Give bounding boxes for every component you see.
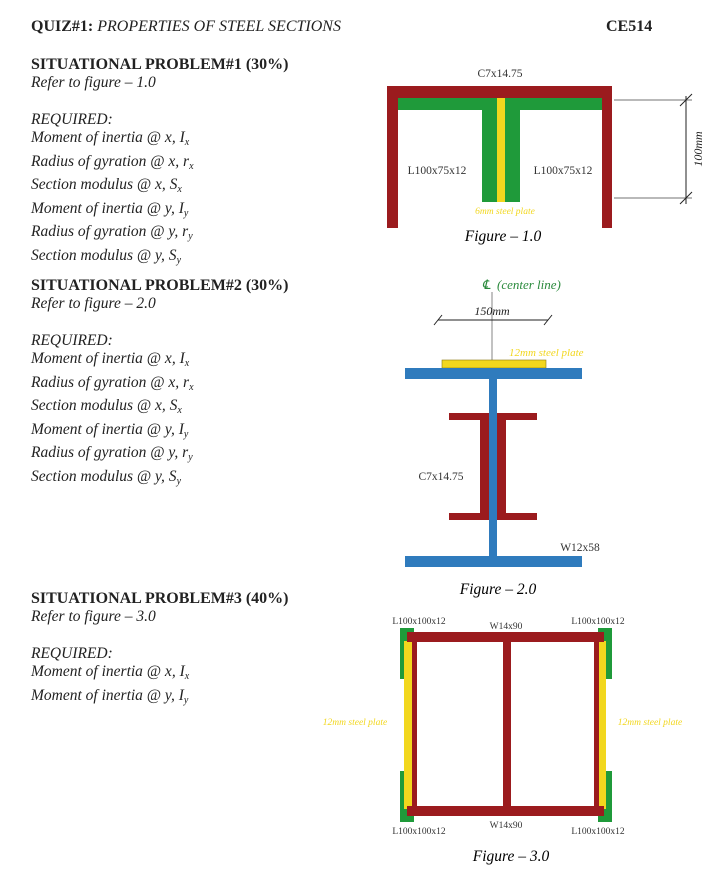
figure-2-channel-label: C7x14.75 bbox=[418, 471, 464, 483]
problem-3-title: SITUATIONAL PROBLEM#3 (40%) bbox=[31, 590, 289, 607]
required-item: Section modulus @ y, $S_y$ bbox=[31, 246, 182, 266]
problem-1-refer: Refer to figure – 1.0 bbox=[31, 74, 156, 91]
problem-3-required-label: REQUIRED: bbox=[31, 645, 113, 662]
required-item: Moment of inertia @ y, $I_y$ bbox=[31, 686, 189, 706]
figure-2-channel-right-web bbox=[497, 413, 506, 520]
problem-1-title: SITUATIONAL PROBLEM#1 (30%) bbox=[31, 56, 289, 73]
required-item: Moment of inertia @ x, $I_x$ bbox=[31, 129, 190, 148]
figure-3-beam-top-label: W14x90 bbox=[489, 622, 523, 632]
figure-2-caption: Figure – 2.0 bbox=[459, 581, 537, 598]
figure-2-channel-left-top-flange bbox=[449, 413, 489, 420]
problem-2-refer: Refer to figure – 2.0 bbox=[31, 295, 156, 312]
figure-2-channel-left-web bbox=[480, 413, 489, 520]
required-item: Radius of gyration @ x, $r_x$ bbox=[31, 152, 194, 172]
problem-2-title: SITUATIONAL PROBLEM#2 (30%) bbox=[31, 277, 289, 294]
figure-3-plate-left-label: 12mm steel plate bbox=[322, 718, 388, 728]
figure-3-plate-right-label: 12mm steel plate bbox=[617, 718, 683, 728]
course-code: CE514 bbox=[606, 18, 653, 35]
figure-1-angle-right-vertical bbox=[505, 110, 520, 202]
figure-2-plate-label: 12mm steel plate bbox=[509, 347, 584, 359]
figure-3-beam-top bbox=[407, 632, 604, 642]
figure-2-dimension-label: 150mm bbox=[474, 304, 510, 318]
required-item: Radius of gyration @ y, $r_y$ bbox=[31, 444, 193, 464]
figure-3-plate-left bbox=[404, 641, 412, 809]
problem-2-required-label: REQUIRED: bbox=[31, 332, 113, 349]
figure-1-dimension-label: 100mm bbox=[691, 131, 705, 167]
figure-2-wide-flange-bottom bbox=[405, 556, 582, 567]
required-item: Moment of inertia @ x, $I_x$ bbox=[31, 663, 190, 682]
figure-3-plate-right bbox=[598, 641, 606, 809]
figure-1-angle-left-vertical bbox=[482, 110, 497, 202]
quiz-label: QUIZ#1: bbox=[31, 18, 94, 35]
figure-3 bbox=[323, 617, 682, 865]
figure-3-angle-top-right-label: L100x100x12 bbox=[571, 617, 625, 627]
figure-2-channel-right-top-flange bbox=[497, 413, 537, 420]
quiz-subject: PROPERTIES OF STEEL SECTIONS bbox=[97, 18, 341, 35]
figure-2-plate bbox=[442, 360, 546, 368]
required-item: Section modulus @ x, $S_x$ bbox=[31, 176, 182, 196]
figure-1-caption: Figure – 1.0 bbox=[464, 228, 542, 245]
figure-2-channel-left-bottom-flange bbox=[449, 513, 489, 520]
figure-3-center-web bbox=[503, 642, 511, 806]
figure-3-caption: Figure – 3.0 bbox=[472, 848, 550, 865]
required-item: Section modulus @ y, $S_y$ bbox=[31, 467, 182, 487]
figure-3-angle-top-left-label: L100x100x12 bbox=[392, 617, 446, 627]
figure-3-inner-left-flange bbox=[412, 642, 417, 806]
required-item: Section modulus @ x, $S_x$ bbox=[31, 397, 182, 417]
figure-3-beam-bottom-label: W14x90 bbox=[489, 821, 523, 831]
figure-3-angle-bottom-right-label: L100x100x12 bbox=[571, 827, 625, 837]
problem-1-required-label: REQUIRED: bbox=[31, 111, 113, 128]
figure-1 bbox=[387, 68, 705, 245]
figure-2-wide-flange-web bbox=[489, 379, 497, 556]
figure-3-angle-bottom-left-label: L100x100x12 bbox=[392, 827, 446, 837]
figure-3-beam-bottom bbox=[407, 806, 604, 816]
problem-3-refer: Refer to figure – 3.0 bbox=[31, 608, 156, 625]
required-item: Moment of inertia @ y, $I_y$ bbox=[31, 199, 189, 219]
figure-1-angle-right-horizontal bbox=[505, 98, 602, 110]
figure-2-centerline-symbol: ℄ bbox=[482, 277, 491, 292]
figure-1-plate bbox=[497, 98, 505, 202]
figure-1-angle-left-horizontal bbox=[398, 98, 497, 110]
figure-1-angle-right-label: L100x75x12 bbox=[533, 165, 593, 177]
required-item: Radius of gyration @ x, $r_x$ bbox=[31, 373, 194, 393]
figure-2-wide-flange-top bbox=[405, 368, 582, 379]
figure-1-channel-label: C7x14.75 bbox=[477, 68, 523, 80]
figure-1-plate-label: 6mm steel plate bbox=[475, 207, 535, 217]
figure-3-inner-right-flange bbox=[594, 642, 599, 806]
figure-1-angle-left-label: L100x75x12 bbox=[407, 165, 467, 177]
required-item: Radius of gyration @ y, $r_y$ bbox=[31, 223, 193, 243]
figure-2-centerline-label: (center line) bbox=[497, 277, 561, 292]
required-item: Moment of inertia @ y, $I_y$ bbox=[31, 420, 189, 440]
figure-2-wide-flange-label: W12x58 bbox=[560, 542, 600, 554]
figure-2-channel-right-bottom-flange bbox=[497, 513, 537, 520]
figure-2 bbox=[405, 277, 600, 598]
required-item: Moment of inertia @ x, $I_x$ bbox=[31, 350, 190, 369]
